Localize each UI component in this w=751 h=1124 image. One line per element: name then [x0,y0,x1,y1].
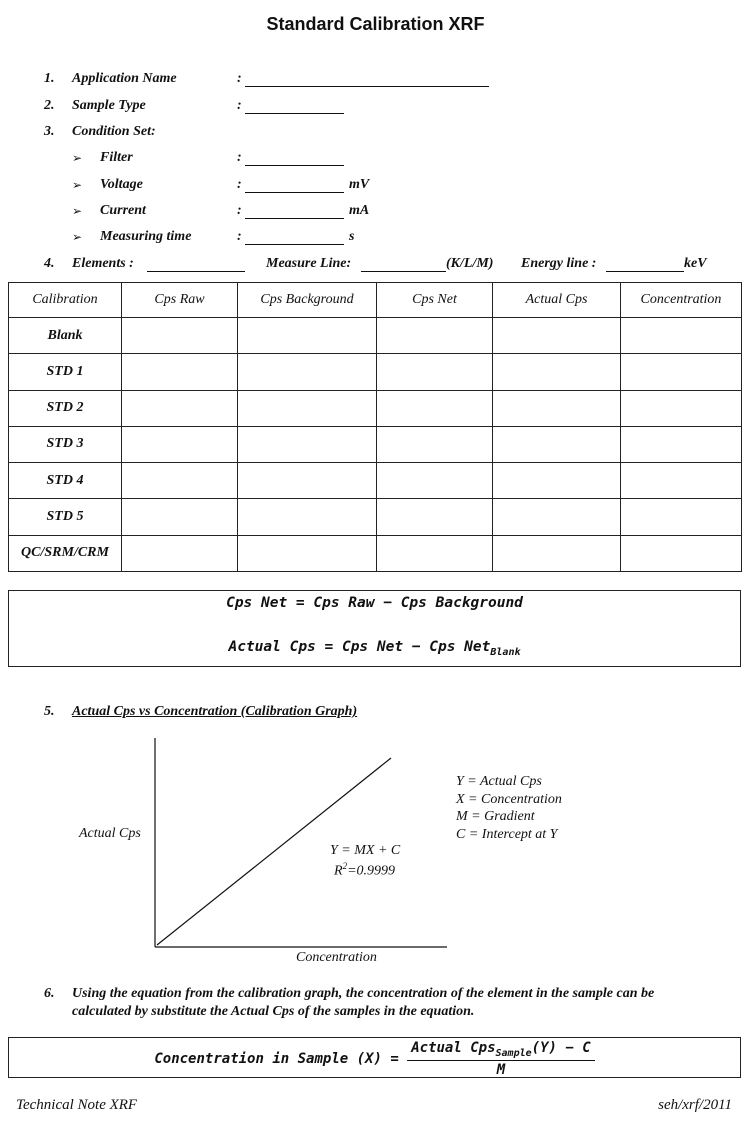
legend-item: C = Intercept at Y [456,826,558,842]
application-name-colon: : [237,71,242,86]
measuring-time-label: Measuring time [100,229,192,244]
x-axis-label: Concentration [296,950,377,965]
concentration-formula-lhs: Concentration in Sample (X) = [154,1050,399,1067]
filter-colon: : [237,150,242,165]
application-name-label: Application Name [72,71,177,86]
column-header-cps-raw: Cps Raw [122,283,238,318]
item-number-3: 3. [44,124,55,139]
bullet-arrow-icon: ➢ [72,204,83,218]
r-squared-symbol: R [334,863,343,879]
measuring-time-colon: : [237,229,242,244]
concentration-formula [9,1040,740,1078]
column-header-cps-background: Cps Background [238,283,377,318]
item-number-4: 4. [44,256,55,271]
current-label: Current [100,203,146,218]
row-label-blank: Blank [9,318,122,354]
concentration-formula-box [8,1037,741,1078]
column-header-concentration: Concentration [621,283,742,318]
legend-item: Y = Actual Cps [456,774,542,789]
r-squared-value [334,861,395,880]
voltage-label: Voltage [100,177,143,192]
voltage-colon: : [237,177,242,192]
concentration-formula-fraction [407,1040,594,1078]
numerator-subscript: Sample [495,1047,532,1059]
r-squared-number: =0.9999 [347,863,396,879]
measure-line-unit: (K/L/M) [446,256,494,271]
column-header-actual-cps: Actual Cps [493,283,621,318]
sample-type-label: Sample Type [72,98,146,113]
column-header-cps-net: Cps Net [377,283,493,318]
energy-line-label: Energy line : [521,256,597,271]
numerator-main: Actual Cps [411,1040,496,1056]
cps-net-formula: Cps Net = Cps Raw − Cps Background [226,595,523,611]
fraction-numerator [407,1040,594,1061]
footer-right-text: seh/xrf/2011 [658,1097,732,1113]
regression-equation: Y = MX + C [330,843,401,858]
bullet-arrow-icon: ➢ [72,151,83,165]
actual-cps-formula-subscript: Blank [490,646,521,658]
measuring-time-unit: s [349,229,355,244]
calibration-graph-heading: Actual Cps vs Concentration (Calibration Graph) [72,704,358,719]
section6-text-line2: calculated by substitute the Actual Cps of the samples in the equation. [72,1004,475,1019]
row-label-std-1: STD 1 [9,354,122,390]
bullet-arrow-icon: ➢ [72,178,83,192]
page-title: Standard Calibration XRF [266,14,485,34]
measure-line-label: Measure Line: [266,256,352,271]
energy-line-unit: keV [684,256,707,271]
actual-cps-formula-main: Actual Cps = Cps Net − Cps Net [228,639,491,655]
footer-left-text: Technical Note XRF [16,1097,138,1113]
numerator-tail: (Y) − C [531,1040,591,1056]
fraction-denominator: M [496,1061,506,1078]
elements-label: Elements : [72,256,134,271]
row-label-std-5: STD 5 [9,499,122,535]
current-colon: : [237,203,242,218]
row-label-std-2: STD 2 [9,390,122,426]
y-axis-label: Actual Cps [79,826,141,841]
column-header-calibration: Calibration [9,283,122,318]
current-unit: mA [349,203,370,218]
condition-set-label: Condition Set: [72,124,156,139]
item-number-2: 2. [44,98,55,113]
row-label-std-3: STD 3 [9,426,122,462]
row-label-std-4: STD 4 [9,463,122,499]
item-number-5: 5. [44,704,55,719]
item-number-1: 1. [44,71,55,86]
filter-label: Filter [100,150,133,165]
bullet-arrow-icon: ➢ [72,230,83,244]
r-squared-exponent: 2 [342,861,348,871]
section6-text-line1: Using the equation from the calibration graph, the concentration of the element in the sample can be [72,986,655,1001]
legend-item: X = Concentration [456,791,562,807]
graph-legend [456,773,562,843]
voltage-unit: mV [349,177,370,192]
item-number-6: 6. [44,986,55,1001]
legend-item: M = Gradient [456,809,535,824]
row-label-qc-srm-crm: QC/SRM/CRM [9,535,122,571]
sample-type-colon: : [237,98,242,113]
